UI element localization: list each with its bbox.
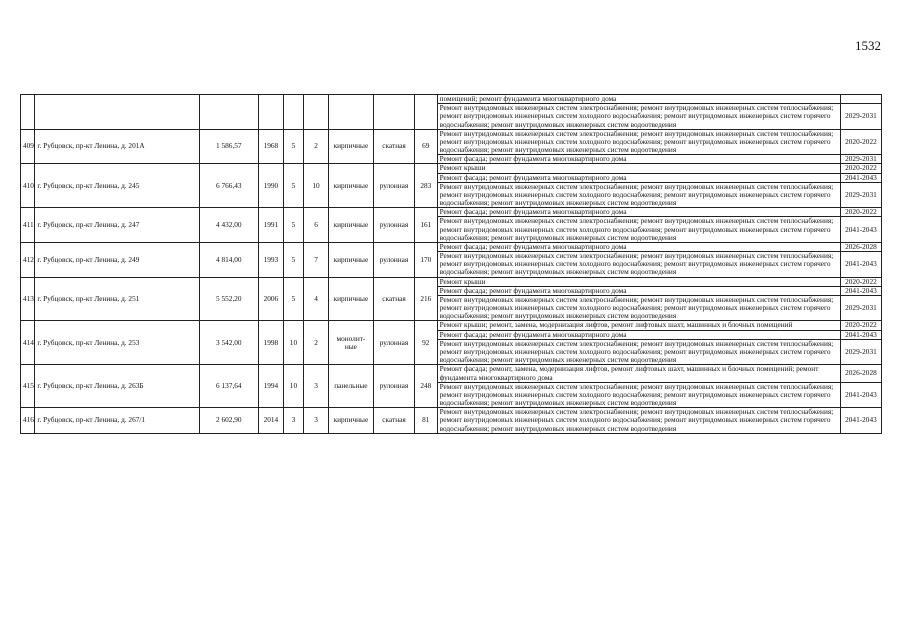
house-address: г. Рубцовск, пр-кт Ленина, д. 247 bbox=[35, 208, 199, 243]
house-address: г. Рубцовск, пр-кт Ленина, д. 201А bbox=[35, 129, 199, 164]
house-residents: 161 bbox=[415, 208, 438, 243]
house-residents: 170 bbox=[415, 242, 438, 277]
house-area: 1 586,57 bbox=[199, 129, 259, 164]
work-period: 2029-2031 bbox=[840, 339, 881, 365]
work-period: 2041-2043 bbox=[840, 173, 881, 182]
work-description: Ремонт внутридомовых инженерных систем электроснабжения; ремонт внутридомовых инженерных систем теплоснабжения; ремонт внутридомовых инженерных систем холодного водоснабжения; ремонт внутридомовых инженерных систем горячего водоснабжения; ремонт внутридомовых инженерных систем водоотведения bbox=[437, 217, 840, 243]
work-description: Ремонт фасада; ремонт фундамента многоквартирного дома bbox=[437, 208, 840, 217]
work-period: 2020-2022 bbox=[840, 164, 881, 173]
house-floors: 5 bbox=[283, 164, 304, 208]
work-description: Ремонт внутридомовых инженерных систем электроснабжения; ремонт внутридомовых инженерных систем теплоснабжения; ремонт внутридомовых инженерных систем холодного водоснабжения; ремонт внутридомовых инженерных систем горячего водоснабжения; ремонт внутридомовых инженерных систем водоотведения bbox=[437, 408, 840, 434]
work-period: 2026-2028 bbox=[840, 365, 881, 382]
house-area: 2 602,90 bbox=[199, 408, 259, 434]
house-address: г. Рубцовск, пр-кт Ленина, д. 245 bbox=[35, 164, 199, 208]
house-number: 413 bbox=[21, 277, 35, 321]
table-row bbox=[21, 365, 882, 382]
work-description: Ремонт внутридомовых инженерных систем электроснабжения; ремонт внутридомовых инженерных систем теплоснабжения; ремонт внутридомовых инженерных систем холодного водоснабжения; ремонт внутридомовых инженерных систем горячего водоснабжения; ремонт внутридомовых инженерных систем водоотведения bbox=[437, 295, 840, 321]
house-number: 415 bbox=[21, 365, 35, 408]
work-description: Ремонт фасада; ремонт фундамента многоквартирного дома bbox=[437, 173, 840, 182]
house-entrances: 2 bbox=[304, 129, 329, 164]
work-period: 2020-2022 bbox=[840, 321, 881, 330]
house-area: 4 432,00 bbox=[199, 208, 259, 243]
house-roof: рулонная bbox=[373, 242, 414, 277]
table-row bbox=[21, 129, 882, 155]
house-number: 414 bbox=[21, 321, 35, 365]
work-description: помещений; ремонт фундамента многоквартирного дома bbox=[437, 95, 840, 104]
repair-schedule-table bbox=[20, 94, 882, 434]
house-walls: кирпичные bbox=[328, 129, 373, 164]
house-area: 6 766,43 bbox=[199, 164, 259, 208]
house-number: 410 bbox=[21, 164, 35, 208]
house-address: г. Рубцовск, пр-кт Ленина, д. 251 bbox=[35, 277, 199, 321]
house-roof: скатная bbox=[373, 408, 414, 434]
house-area: 4 814,00 bbox=[199, 242, 259, 277]
table-row bbox=[21, 164, 882, 173]
house-entrances: 3 bbox=[304, 365, 329, 408]
house-walls: кирпичные bbox=[328, 164, 373, 208]
house-floors: 3 bbox=[283, 408, 304, 434]
house-address: г. Рубцовск, пр-кт Ленина, д. 249 bbox=[35, 242, 199, 277]
work-period: 2026-2028 bbox=[840, 242, 881, 251]
page-number: 1532 bbox=[855, 38, 881, 53]
work-period: 2041-2043 bbox=[840, 382, 881, 408]
house-number: 411 bbox=[21, 208, 35, 243]
work-description: Ремонт фасада; ремонт, замена, модернизация лифтов, ремонт лифтовых шахт, машинных и блочных помещений; ремонт фундамента многоквартирного дома bbox=[437, 365, 840, 382]
work-description: Ремонт крыши bbox=[437, 277, 840, 286]
table-row bbox=[21, 242, 882, 251]
table-row bbox=[21, 208, 882, 217]
work-description: Ремонт крыши; ремонт, замена, модернизация лифтов, ремонт лифтовых шахт, машинных и блочных помещений bbox=[437, 321, 840, 330]
house-address: г. Рубцовск, пр-кт Ленина, д. 263Б bbox=[35, 365, 199, 408]
table-body bbox=[21, 95, 882, 434]
house-residents: 248 bbox=[415, 365, 438, 408]
work-period: 2029-2031 bbox=[840, 295, 881, 321]
house-number: 412 bbox=[21, 242, 35, 277]
house-year: 1968 bbox=[259, 129, 284, 164]
house-roof: рулонная bbox=[373, 321, 414, 365]
house-year: 1998 bbox=[259, 321, 284, 365]
work-description: Ремонт внутридомовых инженерных систем электроснабжения; ремонт внутридомовых инженерных систем теплоснабжения; ремонт внутридомовых инженерных систем холодного водоснабжения; ремонт внутридомовых инженерных систем горячего водоснабжения; ремонт внутридомовых инженерных систем водоотведения bbox=[437, 252, 840, 278]
house-walls: кирпичные bbox=[328, 208, 373, 243]
house-entrances: 2 bbox=[304, 321, 329, 365]
work-description: Ремонт внутридомовых инженерных систем электроснабжения; ремонт внутридомовых инженерных систем теплоснабжения; ремонт внутридомовых инженерных систем холодного водоснабжения; ремонт внутридомовых инженерных систем горячего водоснабжения; ремонт внутридомовых инженерных систем водоотведения bbox=[437, 129, 840, 155]
table-row bbox=[21, 277, 882, 286]
house-floors: 5 bbox=[283, 208, 304, 243]
house-entrances: 10 bbox=[304, 164, 329, 208]
house-walls: панельные bbox=[328, 365, 373, 408]
house-residents: 69 bbox=[415, 129, 438, 164]
house-roof: скатная bbox=[373, 277, 414, 321]
work-description: Ремонт внутридомовых инженерных систем электроснабжения; ремонт внутридомовых инженерных систем теплоснабжения; ремонт внутридомовых инженерных систем холодного водоснабжения; ремонт внутридомовых инженерных систем горячего водоснабжения; ремонт внутридомовых инженерных систем водоотведения bbox=[437, 339, 840, 365]
work-period: 2041-2043 bbox=[840, 330, 881, 339]
work-description: Ремонт фасада; ремонт фундамента многоквартирного дома bbox=[437, 242, 840, 251]
table-row bbox=[21, 95, 882, 104]
house-number: 409 bbox=[21, 129, 35, 164]
house-residents: 81 bbox=[415, 408, 438, 434]
work-period: 2020-2022 bbox=[840, 129, 881, 155]
house-year: 1991 bbox=[259, 208, 284, 243]
work-period bbox=[840, 95, 881, 104]
work-description: Ремонт фасада; ремонт фундамента многоквартирного дома bbox=[437, 286, 840, 295]
house-floors: 5 bbox=[283, 129, 304, 164]
house-year: 1994 bbox=[259, 365, 284, 408]
house-year: 2014 bbox=[259, 408, 284, 434]
house-area: 5 552,20 bbox=[199, 277, 259, 321]
house-roof: рулонная bbox=[373, 365, 414, 408]
work-period: 2029-2031 bbox=[840, 104, 881, 130]
work-period: 2041-2043 bbox=[840, 252, 881, 278]
house-residents: 92 bbox=[415, 321, 438, 365]
table-row bbox=[21, 408, 882, 434]
house-area: 6 137,64 bbox=[199, 365, 259, 408]
house-entrances: 6 bbox=[304, 208, 329, 243]
table-row bbox=[21, 321, 882, 330]
house-year: 1993 bbox=[259, 242, 284, 277]
house-floors: 10 bbox=[283, 321, 304, 365]
work-description: Ремонт внутридомовых инженерных систем электроснабжения; ремонт внутридомовых инженерных систем теплоснабжения; ремонт внутридомовых инженерных систем холодного водоснабжения; ремонт внутридомовых инженерных систем горячего водоснабжения; ремонт внутридомовых инженерных систем водоотведения bbox=[437, 382, 840, 408]
house-walls: кирпичные bbox=[328, 408, 373, 434]
work-period: 2020-2022 bbox=[840, 208, 881, 217]
work-period: 2020-2022 bbox=[840, 277, 881, 286]
house-residents: 283 bbox=[415, 164, 438, 208]
work-period: 2029-2031 bbox=[840, 155, 881, 164]
house-address: г. Рубцовск, пр-кт Ленина, д. 253 bbox=[35, 321, 199, 365]
work-period: 2041-2043 bbox=[840, 286, 881, 295]
house-walls: монолит-ные bbox=[328, 321, 373, 365]
house-floors: 5 bbox=[283, 242, 304, 277]
house-roof: рулонная bbox=[373, 208, 414, 243]
work-period: 2029-2031 bbox=[840, 182, 881, 208]
house-walls: кирпичные bbox=[328, 277, 373, 321]
house-number: 416 bbox=[21, 408, 35, 434]
house-area: 3 542,00 bbox=[199, 321, 259, 365]
house-floors: 10 bbox=[283, 365, 304, 408]
work-description: Ремонт внутридомовых инженерных систем электроснабжения; ремонт внутридомовых инженерных систем теплоснабжения; ремонт внутридомовых инженерных систем холодного водоснабжения; ремонт внутридомовых инженерных систем горячего водоснабжения; ремонт внутридомовых инженерных систем водоотведения bbox=[437, 182, 840, 208]
house-year: 2006 bbox=[259, 277, 284, 321]
house-residents: 216 bbox=[415, 277, 438, 321]
work-description: Ремонт внутридомовых инженерных систем электроснабжения; ремонт внутридомовых инженерных систем теплоснабжения; ремонт внутридомовых инженерных систем холодного водоснабжения; ремонт внутридомовых инженерных систем горячего водоснабжения; ремонт внутридомовых инженерных систем водоотведения bbox=[437, 104, 840, 130]
house-entrances: 7 bbox=[304, 242, 329, 277]
house-entrances: 4 bbox=[304, 277, 329, 321]
house-entrances: 3 bbox=[304, 408, 329, 434]
house-floors: 5 bbox=[283, 277, 304, 321]
work-period: 2041-2043 bbox=[840, 408, 881, 434]
work-description: Ремонт фасада; ремонт фундамента многоквартирного дома bbox=[437, 330, 840, 339]
house-walls: кирпичные bbox=[328, 242, 373, 277]
house-address: г. Рубцовск, пр-кт Ленина, д. 267/1 bbox=[35, 408, 199, 434]
house-roof: рулонная bbox=[373, 164, 414, 208]
work-description: Ремонт фасада; ремонт фундамента многоквартирного дома bbox=[437, 155, 840, 164]
house-roof: скатная bbox=[373, 129, 414, 164]
work-description: Ремонт крыши bbox=[437, 164, 840, 173]
house-year: 1990 bbox=[259, 164, 284, 208]
work-period: 2041-2043 bbox=[840, 217, 881, 243]
